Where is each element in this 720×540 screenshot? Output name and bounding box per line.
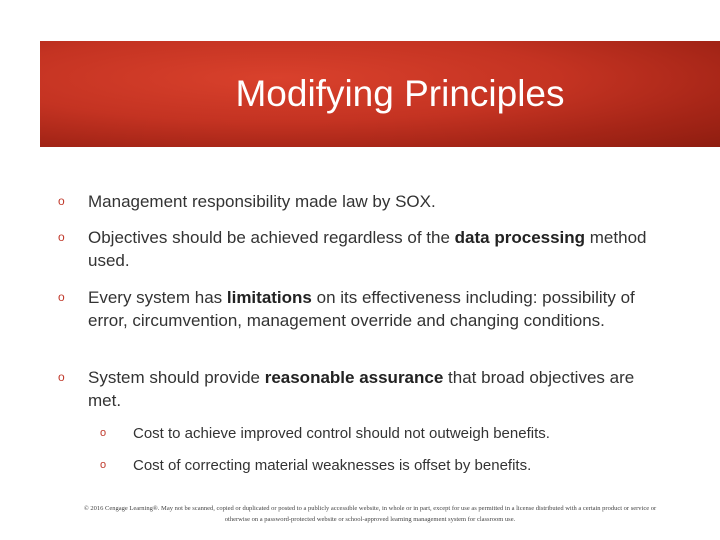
sub-bullet-item	[100, 456, 660, 476]
sub-bullet-text: Cost to achieve improved control should not outweigh benefits.	[133, 425, 550, 442]
bullet-item	[58, 190, 658, 213]
sub-bullet-text: Cost of correcting material weaknesses is offset by benefits.	[133, 457, 532, 474]
bullet-item	[58, 366, 658, 412]
bullet-marker-icon: o	[58, 230, 65, 244]
title-banner	[40, 41, 720, 147]
bullet-text: Every system has limitations on its effectiveness including: possibility of error, circumvention, management override and changing conditions.	[88, 288, 635, 330]
bullet-marker-icon: o	[58, 194, 65, 208]
copyright-footer: © 2016 Cengage Learning®. May not be scanned, copied or duplicated or posted to a publicly accessible website, in whole or in part, except for use as permitted in a license distributed with a certain product or service or otherwise on a password-protected website or school-approved learning management system for classroom use.	[83, 505, 657, 523]
bullet-marker-icon: o	[58, 370, 65, 384]
bullet-item	[58, 226, 658, 272]
bullet-text: Management responsibility made law by SOX.	[88, 192, 436, 211]
bullet-text: System should provide reasonable assurance that broad objectives are met.	[88, 368, 635, 410]
bullet-item	[58, 286, 658, 332]
sub-bullet-marker-icon: o	[100, 427, 107, 439]
bullet-text: Objectives should be achieved regardless of the data processing method used.	[88, 228, 647, 270]
sub-bullet-marker-icon: o	[100, 459, 107, 471]
bullet-marker-icon: o	[58, 290, 65, 304]
sub-bullet-item	[100, 424, 660, 444]
slide-title: Modifying Principles	[235, 73, 565, 114]
